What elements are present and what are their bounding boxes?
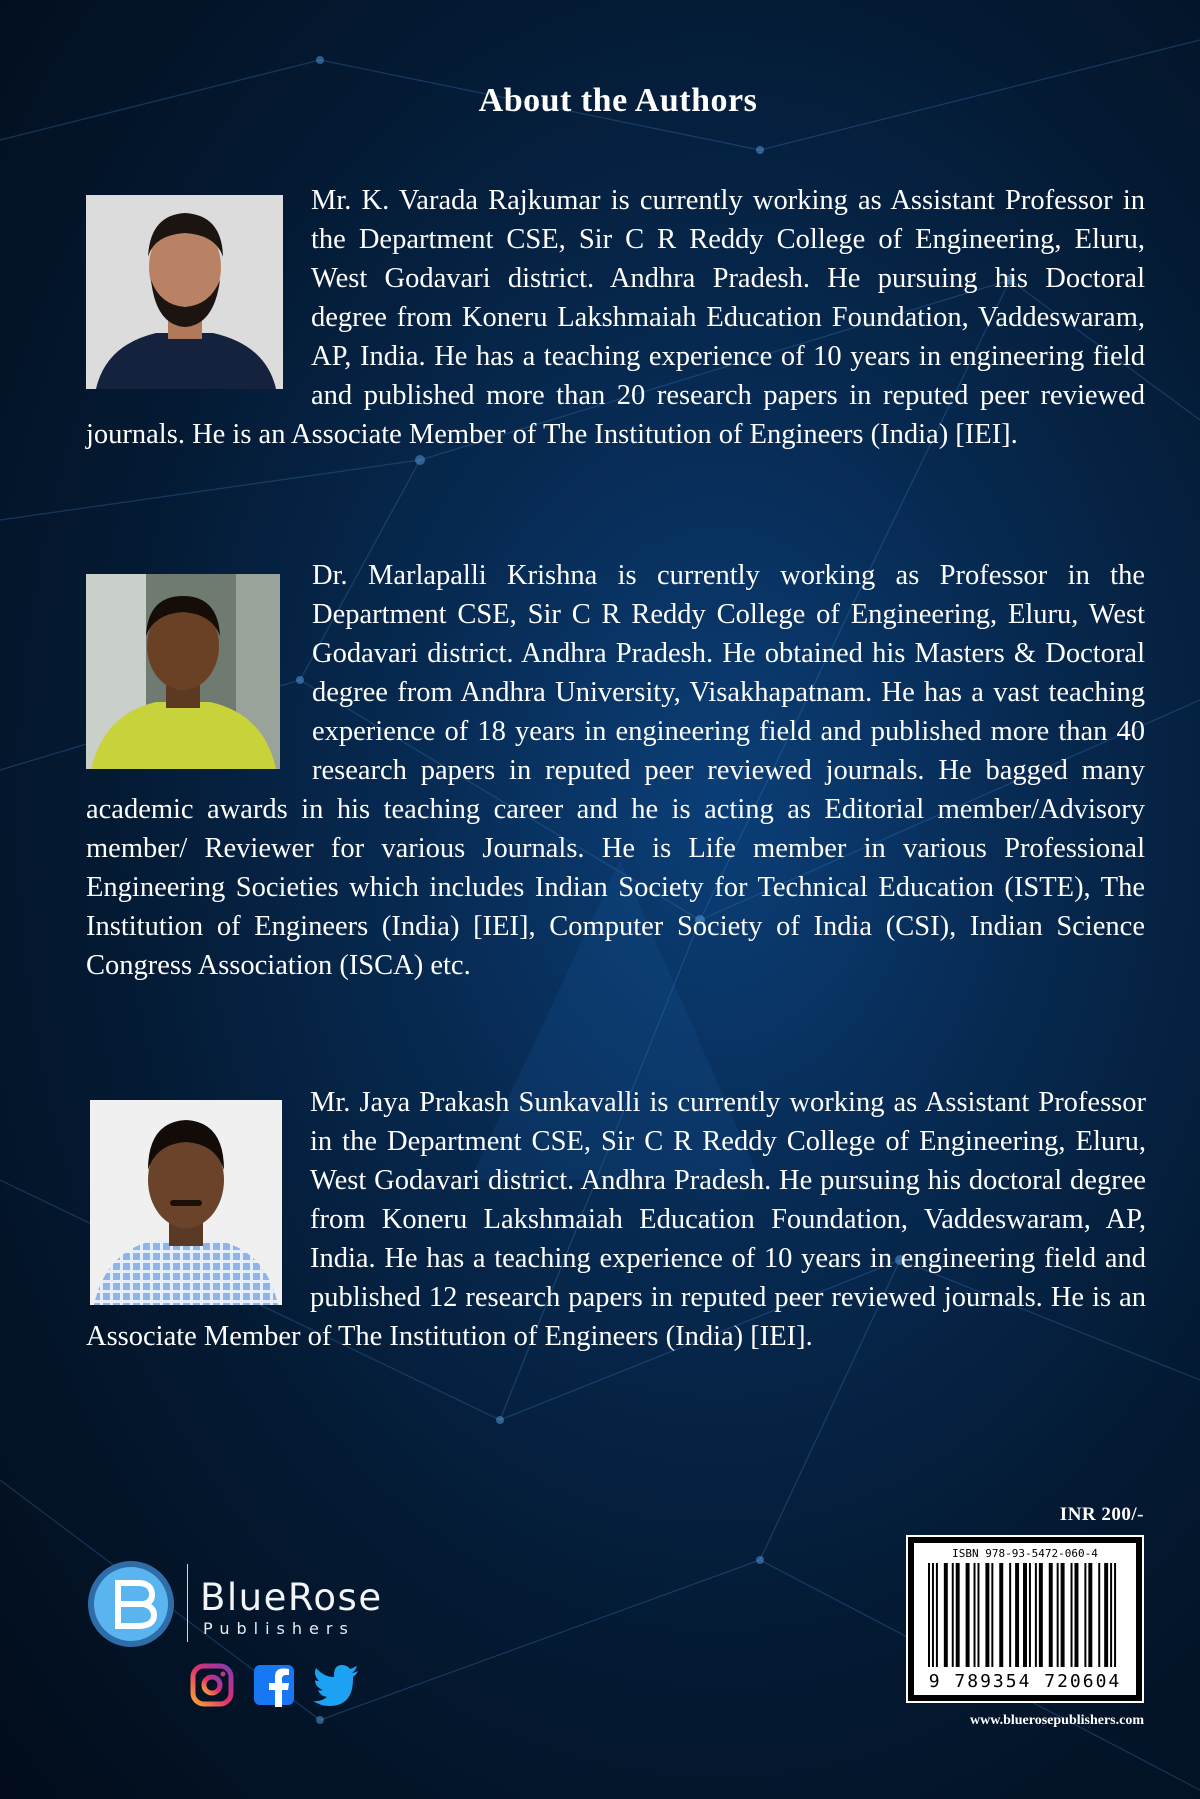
author-bio-1 xyxy=(86,181,1145,454)
isbn-label: ISBN 978-93-5472-060-4 xyxy=(952,1547,1098,1560)
publisher-website[interactable]: www.bluerosepublishers.com xyxy=(970,1713,1144,1728)
author-bio-2 xyxy=(86,556,1145,985)
bluerose-logo-icon xyxy=(86,1559,176,1649)
twitter-icon[interactable] xyxy=(312,1663,360,1707)
author-photo-man-yellow-shirt xyxy=(86,574,280,769)
author-bio-3 xyxy=(86,1083,1146,1356)
barcode-panel xyxy=(914,1543,1136,1695)
author-photo-man-checked-shirt xyxy=(90,1100,282,1305)
author-photo-man-dark-shirt xyxy=(86,195,283,389)
author-bio-text-2: Dr. Marlapalli Krishna is currently working as Professor in the Department CSE, Sir C R Reddy College of Engineering, Eluru, West Godavari district. Andhra Pradesh. He obtained his Masters & Doctoral degree from Andhra University, Visakhapatnam. He has a vast teaching experience of 18 years in engineering field and published more than 40 research papers in reputed peer reviewed journals. He bagged many academic awards in his teaching career and he is acting as Editorial member/Advisory member/ Reviewer for various Journals. He is Life member in various Professional Engineering Societies which includes Indian Society for Technical Education (ISTE), The Institution of Engineers (India) [IEI], Computer Society of India (CSI), Indian Science Congress Association (ISCA) etc. xyxy=(86,560,1145,981)
page-title: About the Authors xyxy=(478,82,758,119)
publisher-subtitle: Publishers xyxy=(203,1619,355,1638)
instagram-icon[interactable] xyxy=(190,1663,234,1707)
publisher-name: BlueRose xyxy=(200,1576,383,1619)
author-bio-text-1: Mr. K. Varada Rajkumar is currently working as Assistant Professor in the Department CSE, Sir C R Reddy College of Engineering, Eluru, West Godavari district. Andhra Pradesh. He pursuing his Doctoral degree from Koneru Lakshmaiah Education Foundation, Vaddeswaram, AP, India. He has a teaching experience of 10 years in engineering field and published more than 20 research papers in reputed peer reviewed journals. He is an Associate Member of The Institution of Engineers (India) [IEI]. xyxy=(86,185,1145,450)
barcode-number: 9 789354 720604 xyxy=(928,1671,1122,1692)
logo-divider xyxy=(187,1564,188,1642)
price-label: INR 200/- xyxy=(1059,1504,1144,1525)
author-bio-text-3: Mr. Jaya Prakash Sunkavalli is currently working as Assistant Professor in the Department CSE, Sir C R Reddy College of Engineering, Eluru, West Godavari district. Andhra Pradesh. He pursuing his doctoral degree from Koneru Lakshmaiah Education Foundation, Vaddeswaram, AP, India. He has a teaching experience of 10 years in engineering field and published 12 research papers in reputed peer reviewed journals. He is an Associate Member of The Institution of Engineers (India) [IEI]. xyxy=(86,1087,1146,1352)
isbn-barcode xyxy=(906,1535,1144,1703)
barcode-icon xyxy=(928,1563,1122,1671)
facebook-icon[interactable] xyxy=(252,1663,296,1707)
